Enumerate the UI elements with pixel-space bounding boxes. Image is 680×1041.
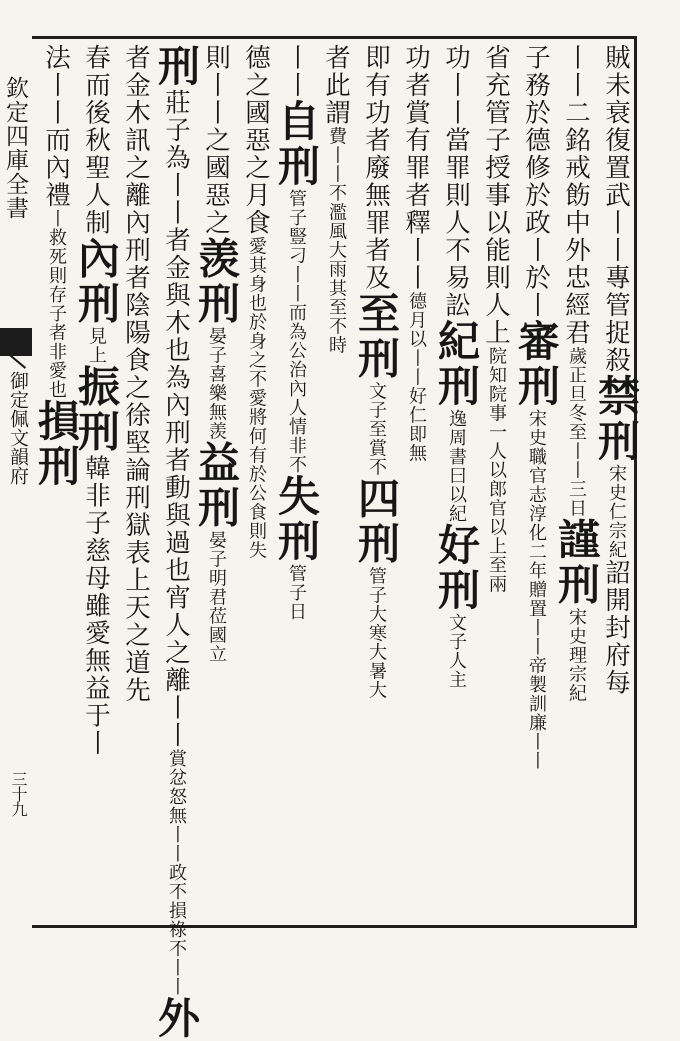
annotation-text: 德月以丨丨 bbox=[406, 291, 427, 387]
body-text: 韓非子慈母雖愛無益于丨 bbox=[81, 454, 111, 757]
headword: 四刑 bbox=[352, 476, 401, 567]
annotation-text: 丨救死則存子者非愛也 bbox=[46, 209, 67, 399]
body-text: 莊子為丨丨者金與木也為內刑者動與過也宵人之離丨丨 bbox=[161, 89, 191, 749]
body-text: 者此謂 bbox=[321, 44, 351, 127]
left-margin-strip bbox=[0, 36, 32, 926]
annotation-text: 風大雨其至不時 bbox=[326, 221, 347, 355]
body-text: 詔開封府每 bbox=[601, 559, 631, 697]
body-text: 德之國惡之月食 bbox=[241, 44, 271, 237]
annotation-text: 帝製訓廉丨丨 bbox=[526, 656, 547, 770]
volume-title: 御定佩文韻府 bbox=[7, 371, 29, 485]
body-text: 法丨丨而內禮 bbox=[41, 44, 71, 209]
annotation-text: 管子大寒大暑大 bbox=[366, 566, 387, 700]
annotation-text: 宋史理宗紀 bbox=[566, 607, 587, 703]
annotation-text: 食則失 bbox=[246, 502, 267, 560]
headword: 損刑 bbox=[32, 399, 81, 489]
headword: 振刑 bbox=[72, 364, 121, 455]
body-text: 春而後秋聖人制 bbox=[81, 44, 111, 237]
body-text: 省充管子授事以能則人上 bbox=[481, 44, 511, 347]
headword: 內刑 bbox=[72, 236, 121, 327]
annotation-text: 文子至賞不 bbox=[366, 381, 387, 477]
headword: 益刑 bbox=[192, 440, 241, 531]
body-text: 丨丨 bbox=[281, 44, 311, 99]
annotation-text: 晏子喜樂無羡 bbox=[206, 326, 227, 441]
annotation-text: 賞忿怒無丨丨 bbox=[166, 749, 187, 863]
headword: 失刑 bbox=[272, 474, 321, 564]
body-text: 賊未衰復置武 bbox=[601, 44, 631, 209]
fishtail-mark bbox=[0, 328, 32, 356]
annotation-text: 管子日 bbox=[286, 564, 307, 621]
headword: 謹刑 bbox=[552, 517, 601, 608]
annotation-text: 見上 bbox=[86, 326, 107, 365]
headword: 禁刑 bbox=[592, 374, 641, 464]
body-text: 丨丨二銘戒飭中外忠經君 bbox=[561, 44, 591, 347]
annotation-text: 費丨丨不濫 bbox=[326, 126, 347, 222]
headword: 審刑 bbox=[512, 319, 561, 409]
annotation-text: 歲正旦冬至丨丨三日 bbox=[566, 346, 587, 518]
annotation-text: 宋史仁宗紀 bbox=[606, 464, 627, 559]
annotation-text: 好仁即無 bbox=[406, 386, 427, 463]
headword: 刑 bbox=[152, 44, 201, 89]
page-number: 三十九 bbox=[9, 771, 28, 816]
headword: 紀刑 bbox=[432, 319, 481, 409]
annotation-text: 管子豎刁丨丨而為公治內人情非不 bbox=[286, 189, 307, 474]
annotation-text: 政不損祿不丨丨 bbox=[166, 863, 187, 996]
annotation-text: 文子人主 bbox=[446, 613, 467, 689]
headword: 至刑 bbox=[352, 291, 401, 382]
annotation-text: 愛其身也於身之不愛將何有於公 bbox=[246, 236, 267, 503]
headword: 自刑 bbox=[272, 99, 321, 189]
body-text: 功丨丨當罪則人不易訟 bbox=[441, 44, 471, 319]
body-text: 子務於德修於政丨於丨 bbox=[521, 44, 551, 319]
annotation-text: 院知院事一人以郎官以上至兩 bbox=[486, 346, 507, 594]
body-text: 丨丨專管捉殺 bbox=[601, 209, 631, 374]
book-title: 欽定四庫全書 bbox=[2, 76, 28, 220]
body-text: 者金木訊之離內刑者陰陽食之徐堅論刑獄表上天之道先 bbox=[121, 44, 151, 704]
body-text: 則丨丨之國惡之 bbox=[201, 44, 231, 237]
annotation-text: 宋史職官志淳化二年贈置丨丨 bbox=[526, 409, 547, 656]
headword: 羡刑 bbox=[192, 236, 241, 327]
frame-bottom-line bbox=[32, 925, 637, 928]
annotation-text: 晏子明君莅國立 bbox=[206, 530, 227, 664]
body-text: 功者賞有罪者釋丨丨 bbox=[401, 44, 431, 292]
headword: 好刑 bbox=[432, 523, 481, 613]
body-text: 即有功者廢無罪者及 bbox=[361, 44, 391, 292]
annotation-text: 逸周書曰以紀 bbox=[446, 409, 467, 523]
headword: 外 bbox=[152, 996, 201, 1041]
text-column bbox=[30, 44, 80, 922]
frame-top-line bbox=[32, 36, 637, 39]
